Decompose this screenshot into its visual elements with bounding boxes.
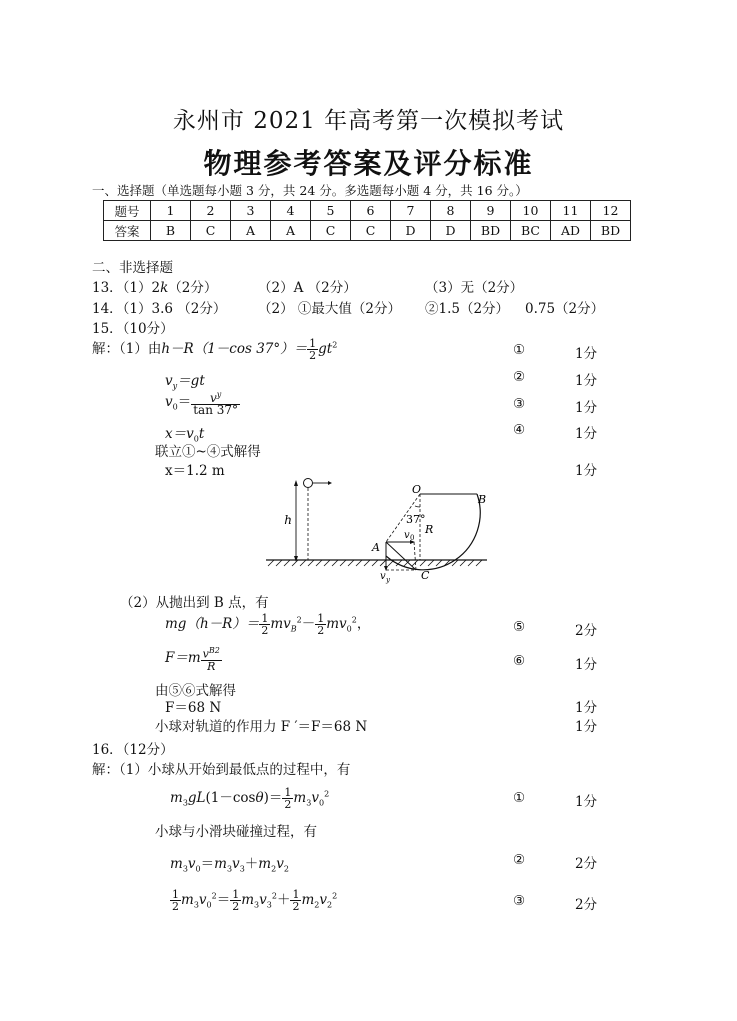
mark-score: 2分	[575, 897, 598, 913]
table-cell: 5	[311, 201, 351, 221]
mark-score: 1分	[575, 373, 598, 389]
mark-num: ①	[513, 790, 526, 806]
table-cell: 7	[391, 201, 431, 221]
q16-eq1: $m_3gL(1-\cos\theta)=$ $\frac{1}{2}$ $m_3v_0^2$	[170, 786, 330, 811]
q15-result1: x＝1.2 m	[165, 463, 225, 479]
table-cell: 3	[231, 201, 271, 221]
page-subtitle: 物理参考答案及评分标准	[203, 147, 534, 180]
q14-part1: 14．（1）3.6 （2分）	[92, 301, 227, 317]
q15-eq2: $v_y=gt$	[165, 373, 205, 391]
q13-line: 13．（1）2k（2分）	[92, 280, 218, 296]
table-cell: C	[351, 221, 391, 241]
answer-table	[103, 200, 631, 241]
mark-score: 1分	[575, 719, 598, 735]
table-cell: 8	[431, 201, 471, 221]
label-O: O	[412, 483, 422, 496]
mark-score: 1分	[575, 657, 598, 673]
table-cell: BC	[511, 221, 551, 241]
q15-eq5: mg（h－R）＝ $\frac{1}{2}$ $mv_B^2-$ $\frac{1}{2}$ $mv_0^2$，	[165, 612, 371, 637]
table-cell: D	[431, 221, 471, 241]
q13-part2: （2）A （2分）	[258, 280, 357, 296]
mark-num: ③	[513, 893, 526, 909]
table-cell: BD	[591, 221, 631, 241]
table-cell: A	[231, 221, 271, 241]
table-cell: BD	[471, 221, 511, 241]
mark-score: 1分	[575, 463, 598, 479]
mark-num: ③	[513, 396, 526, 412]
q16-eq3: $\frac{1}{2}$ $m_3v_0^2=$ $\frac{1}{2}$ $m_3v_3^2+$ $\frac{1}{2}$ $m_2v_2^2$	[172, 888, 338, 913]
table-cell: 10	[511, 201, 551, 221]
label-angle: 37°	[406, 513, 426, 526]
table-cell: C	[191, 221, 231, 241]
label-vy-sub: y	[386, 576, 390, 584]
q15-combine: 联立①~④式解得	[155, 444, 261, 460]
q15-eq6: F＝m $\frac{v^{B2}}{R}$	[165, 646, 220, 673]
q15-heading: 15．（10分）	[92, 321, 174, 337]
q15-eq4: $x=v_0t$	[165, 426, 205, 444]
label-C: C	[421, 569, 430, 582]
label-R: R	[425, 523, 434, 536]
table-cell: 11	[551, 201, 591, 221]
table-row	[104, 221, 631, 241]
label-A: A	[372, 541, 380, 554]
mark-num: ①	[513, 342, 526, 358]
q16-eq2: $m_3v_0=m_3v_3+m_2v_2$	[170, 856, 289, 874]
mark-score: 1分	[575, 400, 598, 416]
q16-heading: 16．（12分）	[92, 742, 174, 758]
mark-num: ②	[513, 852, 526, 868]
table-cell: AD	[551, 221, 591, 241]
q14-part4: 0.75（2分）	[525, 301, 605, 317]
label-v0-sub: 0	[410, 534, 415, 542]
q16-collide: 小球与小滑块碰撞过程，有	[155, 824, 317, 840]
table-cell: 4	[271, 201, 311, 221]
q16-intro: 解：（1）小球从开始到最低点的过程中，有	[92, 762, 351, 778]
table-cell: 1	[151, 201, 191, 221]
table-cell: 6	[351, 201, 391, 221]
table-cell: B	[151, 221, 191, 241]
table-cell: C	[311, 221, 351, 241]
q15-part2: （2）从抛出到 B 点，有	[120, 595, 269, 611]
q14-part2: （2） ①最大值（2分）	[258, 301, 401, 317]
label-B: B	[478, 493, 487, 506]
part1-heading: 一、选择题（单选题每小题 3 分，共 24 分。多选题每小题 4 分，共 16 分。）	[92, 183, 528, 198]
physics-diagram	[262, 476, 502, 586]
q14-part3: ②1.5（2分）	[425, 301, 510, 317]
mark-score: 1分	[575, 346, 598, 362]
label-h: h	[284, 513, 292, 527]
mark-num: ②	[513, 369, 526, 385]
table-cell: 答案	[104, 221, 151, 241]
table-cell: A	[271, 221, 311, 241]
mark-score: 2分	[575, 856, 598, 872]
page-title: 永州市 2021 年高考第一次模拟考试	[172, 108, 565, 134]
mark-num: ④	[513, 422, 526, 438]
mark-score: 1分	[575, 426, 598, 442]
q13-part3: （3）无（2分）	[425, 280, 524, 296]
q15-solve2: 由⑤⑥式解得	[155, 683, 236, 699]
mark-num: ⑤	[513, 619, 526, 635]
q15-eq1: 解：（1）由h－R（1－cos 37°）＝ $\frac{1}{2}$ $gt^2$	[92, 337, 338, 362]
q15-result3: 小球对轨道的作用力 F ′＝F＝68 N	[155, 719, 368, 735]
table-cell: D	[391, 221, 431, 241]
mark-score: 1分	[575, 794, 598, 810]
table-row	[104, 201, 631, 221]
label-vy: v	[380, 571, 386, 582]
label-v0: v	[404, 530, 410, 541]
mark-score: 1分	[575, 700, 598, 716]
table-cell: 9	[471, 201, 511, 221]
q15-eq3: $v_0=$ $\frac{v^y}{\tan 37^\circ}$	[165, 390, 239, 417]
q15-result2: F＝68 N	[165, 700, 222, 716]
part2-heading: 二、非选择题	[92, 260, 173, 276]
table-cell: 12	[591, 201, 631, 221]
mark-score: 2分	[575, 623, 598, 639]
mark-num: ⑥	[513, 653, 526, 669]
table-cell: 2	[191, 201, 231, 221]
table-cell: 题号	[104, 201, 151, 221]
